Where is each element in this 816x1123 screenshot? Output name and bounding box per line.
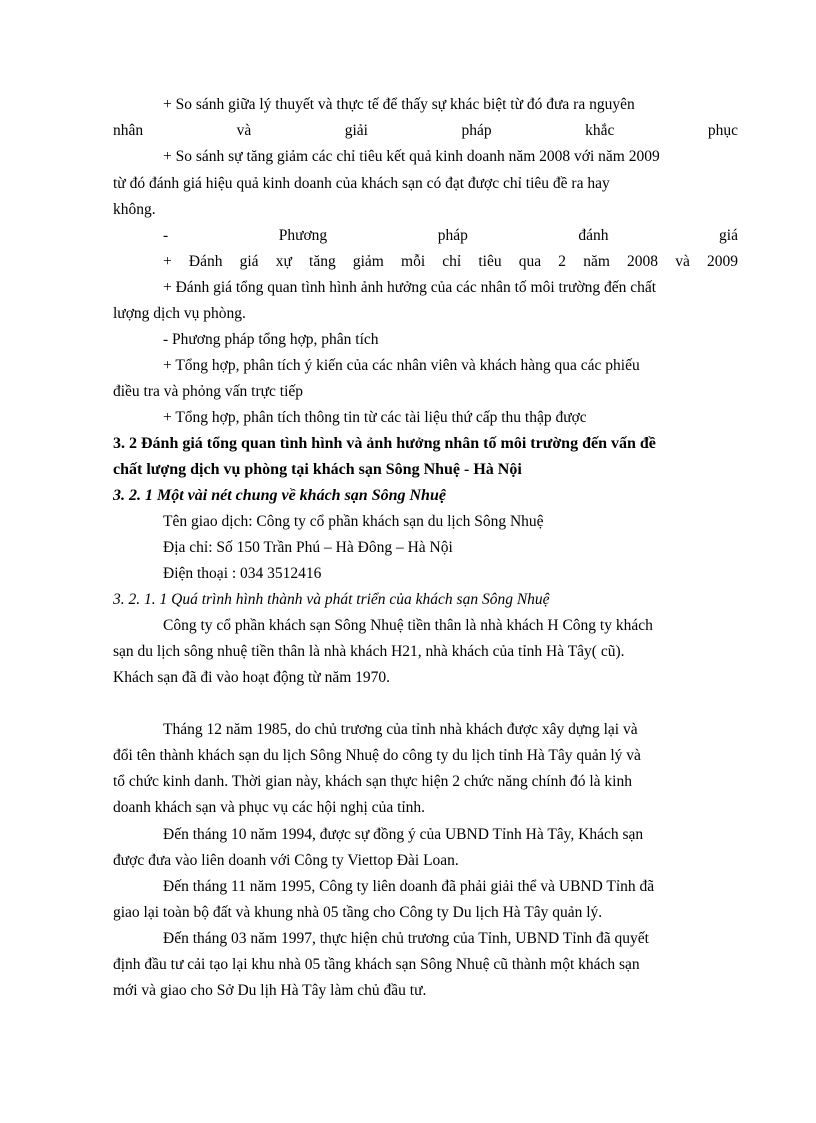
section-heading: chất lượng dịch vụ phòng tại khách sạn Sông Nhuệ - Hà Nội (113, 461, 522, 478)
subsection-heading: 3. 2. 1 Một vài nét chung về khách sạn Sông Nhuệ (113, 487, 446, 504)
text-line: lượng dịch vụ phòng. (113, 305, 246, 322)
text-line: nhân và giải pháp khắc phục (113, 122, 738, 139)
text-line: Công ty cổ phần khách sạn Sông Nhuệ tiền thân là nhà khách H Công ty khách (163, 617, 653, 634)
text-line: sạn du lịch sông nhuệ tiền thân là nhà khách H21, nhà khách của tỉnh Hà Tây( cũ). (113, 643, 625, 660)
text-line: đổi tên thành khách sạn du lịch Sông Nhuệ do công ty du lịch tỉnh Hà Tây quản lý và (113, 747, 641, 764)
text-line: + Tổng hợp, phân tích ý kiến của các nhân viên và khách hàng qua các phiếu (163, 357, 640, 374)
text-line: giao lại toàn bộ đất và khung nhà 05 tầng cho Công ty Du lịch Hà Tây quản lý. (113, 904, 603, 921)
text-line: Khách sạn đã đi vào hoạt động từ năm 1970. (113, 669, 391, 686)
text-line: + Đánh giá tổng quan tình hình ảnh hưởng của các nhân tố môi trường đến chất (163, 279, 657, 296)
text-line: từ đó đánh giá hiệu quả kinh doanh của khách sạn có đạt được chỉ tiêu đề ra hay (113, 175, 610, 192)
text-line: - Phương pháp đánh giá (163, 227, 738, 244)
text-line: Đến tháng 03 năm 1997, thực hiện chủ trương của Tỉnh, UBND Tỉnh đã quyết (163, 930, 649, 947)
text-line: tổ chức kinh danh. Thời gian này, khách sạn thực hiện 2 chức năng chính đó là kinh (113, 773, 632, 790)
text-line: được đưa vào liên doanh với Công ty Viettop Đài Loan. (113, 852, 459, 869)
text-line: Đến tháng 10 năm 1994, được sự đồng ý của UBND Tỉnh Hà Tây, Khách sạn (163, 826, 644, 843)
text-line: mới và giao cho Sở Du lịh Hà Tây làm chủ đầu tư. (113, 982, 427, 999)
text-line: Địa chỉ: Số 150 Trần Phú – Hà Đông – Hà Nội (163, 539, 453, 556)
text-line: không. (113, 201, 156, 218)
text-line: định đầu tư cải tạo lại khu nhà 05 tầng khách sạn Sông Nhuệ cũ thành một khách sạn (113, 956, 640, 973)
text-line: điều tra và phỏng vấn trực tiếp (113, 383, 304, 400)
text-line: - Phương pháp tổng hợp, phân tích (163, 331, 379, 348)
section-heading: 3. 2 Đánh giá tổng quan tình hình và ảnh hưởng nhân tố môi trường đến vấn đề (113, 435, 656, 452)
text-line: + So sánh sự tăng giảm các chỉ tiêu kết quả kinh doanh năm 2008 với năm 2009 (163, 148, 660, 165)
text-line: Tên giao dịch: Công ty cổ phần khách sạn du lịch Sông Nhuệ (163, 513, 544, 530)
text-line: doanh khách sạn và phục vụ các hội nghị của tỉnh. (113, 799, 426, 816)
text-line: Điện thoại : 034 3512416 (163, 565, 322, 582)
text-line: + So sánh giữa lý thuyết và thực tế để thấy sự khác biệt từ đó đưa ra nguyên (163, 96, 635, 113)
text-line: Tháng 12 năm 1985, do chủ trương của tỉnh nhà khách được xây dựng lại và (163, 721, 638, 738)
text-line: Đến tháng 11 năm 1995, Công ty liên doanh đã phải giải thể và UBND Tỉnh đã (163, 878, 655, 895)
text-line: + Tổng hợp, phân tích thông tin từ các tài liệu thứ cấp thu thập được (163, 409, 587, 426)
text-line: + Đánh giá xự tăng giảm mỗi chỉ tiêu qua 2 năm 2008 và 2009 (163, 253, 738, 270)
subsubsection-heading: 3. 2. 1. 1 Quá trình hình thành và phát triển của khách sạn Sông Nhuệ (113, 591, 550, 608)
